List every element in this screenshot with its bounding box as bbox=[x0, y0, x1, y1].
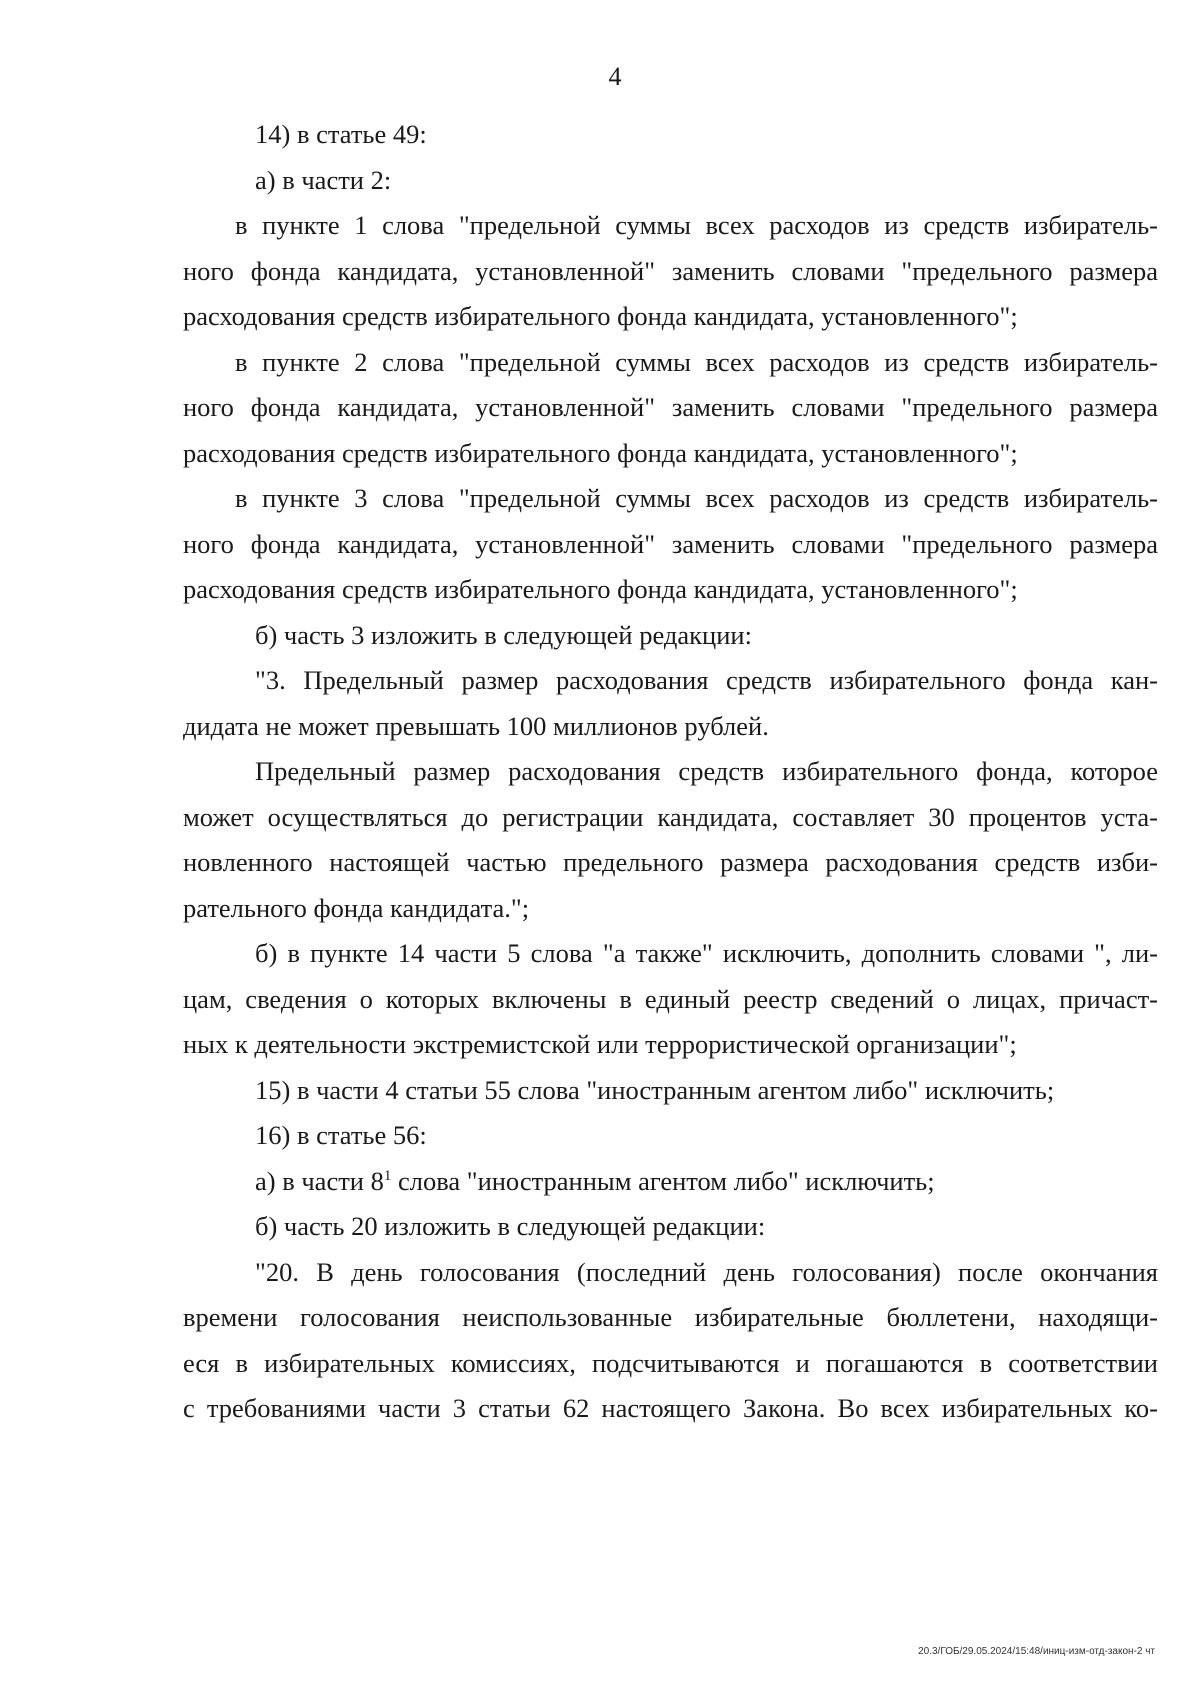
text-line bbox=[183, 886, 1158, 932]
text-line-content: ных к деятельности экстремистской или террористической организации"; bbox=[183, 1029, 1017, 1059]
text-line bbox=[183, 613, 1158, 659]
text-line-content: 16) в статье 56: bbox=[255, 1120, 427, 1150]
text-line-content: "3. Предельный размер расходования средств избирательного фонда кан- bbox=[255, 665, 1158, 695]
superscript: 1 bbox=[383, 1167, 392, 1184]
text-line bbox=[183, 476, 1158, 522]
text-line-content: б) часть 20 изложить в следующей редакции: bbox=[255, 1211, 766, 1241]
text-line bbox=[183, 340, 1158, 386]
text-line bbox=[183, 1113, 1158, 1159]
text-line bbox=[183, 431, 1158, 477]
text-line-content: ного фонда кандидата, установленной" заменить словами "предельного размера bbox=[183, 528, 1158, 559]
text-line bbox=[183, 1386, 1158, 1432]
text-line bbox=[183, 1295, 1158, 1341]
text-line-content: "20. В день голосования (последний день голосования) после окончания bbox=[255, 1256, 1158, 1287]
text-line-content: с требованиями части 3 статьи 62 настоящего Закона. Во всех избирательных ко- bbox=[183, 1393, 1158, 1423]
page-number: 4 bbox=[608, 62, 622, 91]
text-line bbox=[183, 795, 1158, 841]
text-line bbox=[183, 749, 1158, 795]
text-line-content: цам, сведения о которых включены в единый реестр сведений о лицах, причаст- bbox=[183, 983, 1158, 1014]
text-line-content: еся в избирательных комиссиях, подсчитываются и погашаются в соответствии bbox=[183, 1347, 1158, 1378]
text-line bbox=[183, 1022, 1158, 1068]
text-line-content: ного фонда кандидата, установленной" заменить словами "предельного размера bbox=[183, 392, 1158, 422]
text-line-content: расходования средств избирательного фонда кандидата, установленного"; bbox=[183, 301, 1018, 331]
text-line bbox=[183, 203, 1158, 249]
text-line-content: времени голосования неиспользованные избирательные бюллетени, находящи- bbox=[183, 1302, 1158, 1332]
text-line-content: в пункте 1 слова "предельной суммы всех расходов из средств избиратель- bbox=[235, 210, 1158, 240]
document-body bbox=[183, 112, 1158, 1432]
document-footer: 20.3/ГОБ/29.05.2024/15:48/иниц-изм-отд-закон-2 чт bbox=[918, 1646, 1155, 1657]
text-line bbox=[183, 294, 1158, 340]
text-line bbox=[183, 1068, 1158, 1114]
text-line-content: дидата не может превышать 100 миллионов рублей. bbox=[183, 710, 769, 741]
text-line bbox=[183, 522, 1158, 568]
text-line bbox=[183, 1250, 1158, 1296]
text-line-content: рательного фонда кандидата."; bbox=[183, 892, 530, 923]
text-line-content: расходования средств избирательного фонда кандидата, установленного"; bbox=[183, 574, 1018, 604]
text-line bbox=[183, 931, 1158, 977]
text-line-content: а) в части 8 bbox=[255, 1165, 384, 1196]
text-line-content: может осуществляться до регистрации кандидата, составляет 30 процентов уста- bbox=[183, 801, 1158, 832]
text-line bbox=[183, 977, 1158, 1023]
text-line-content: 14) в статье 49: bbox=[255, 119, 427, 149]
text-line bbox=[183, 249, 1158, 295]
text-line-content: б) в пункте 14 части 5 слова "а также" исключить, дополнить словами ", ли- bbox=[255, 938, 1158, 968]
text-line bbox=[183, 840, 1158, 886]
text-line-tail: слова "иностранным агентом либо" исключить; bbox=[391, 1165, 935, 1196]
text-line bbox=[183, 704, 1158, 750]
text-line-content: в пункте 3 слова "предельной суммы всех расходов из средств избиратель- bbox=[235, 483, 1158, 513]
text-line bbox=[183, 658, 1158, 704]
text-line-content: б) часть 3 изложить в следующей редакции: bbox=[255, 619, 752, 650]
text-line bbox=[183, 1204, 1158, 1250]
text-line bbox=[183, 1159, 1158, 1205]
text-line bbox=[183, 1341, 1158, 1387]
text-line bbox=[183, 567, 1158, 613]
text-line-content: новленного настоящей частью предельного размера расходования средств изби- bbox=[183, 847, 1158, 877]
text-line-content: ного фонда кандидата, установленной" заменить словами "предельного размера bbox=[183, 255, 1158, 286]
text-line bbox=[183, 385, 1158, 431]
text-line-content: 15) в части 4 статьи 55 слова "иностранным агентом либо" исключить; bbox=[255, 1074, 1055, 1105]
text-line bbox=[183, 158, 1158, 204]
text-line bbox=[183, 112, 1158, 158]
text-line-content: а) в части 2: bbox=[255, 164, 392, 195]
text-line-content: Предельный размер расходования средств избирательного фонда, которое bbox=[255, 756, 1158, 786]
text-line-content: расходования средств избирательного фонда кандидата, установленного"; bbox=[183, 437, 1018, 468]
text-line-content: в пункте 2 слова "предельной суммы всех расходов из средств избиратель- bbox=[235, 346, 1158, 377]
